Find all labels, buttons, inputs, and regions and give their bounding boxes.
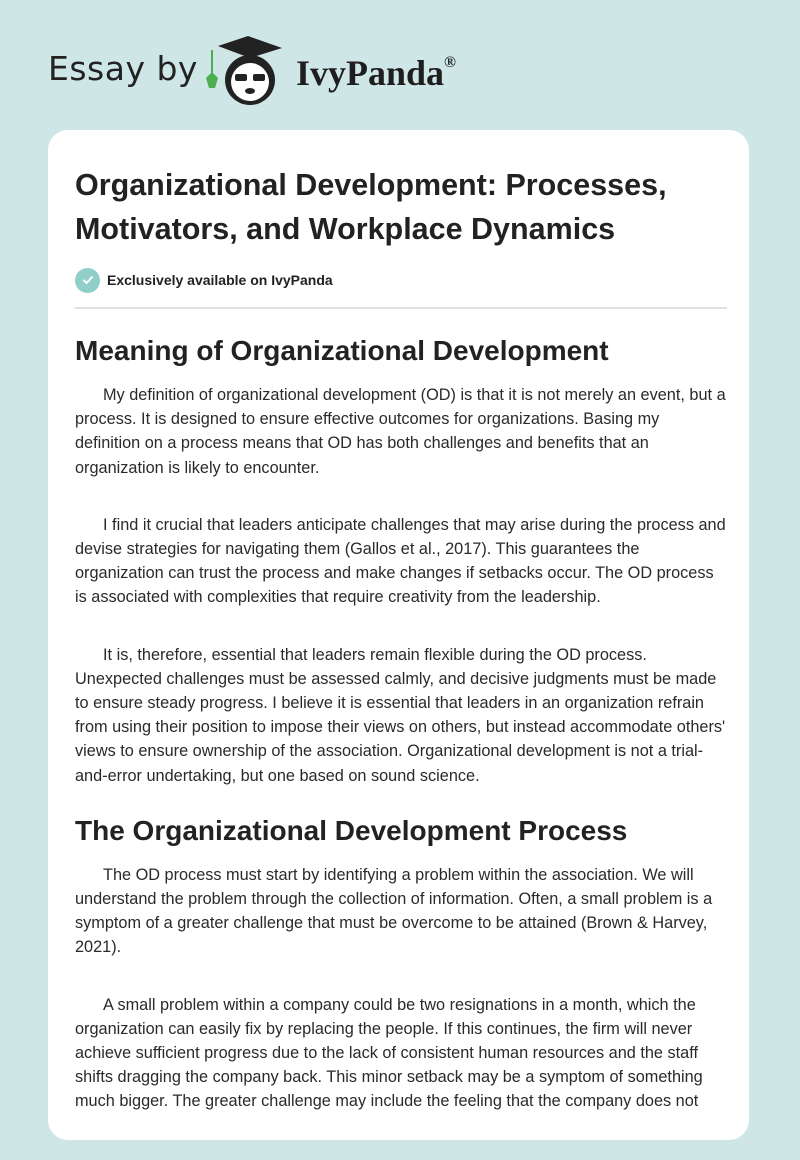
site-header <box>0 0 800 120</box>
essay-card <box>48 130 749 1140</box>
brand-name[interactable] <box>296 52 456 94</box>
section-heading: Meaning of Organizational Development <box>75 335 609 366</box>
paragraph: It is, therefore, essential that leaders remain flexible during the OD process. Unexpected challenges must be assessed calmly, and decisive judgments must be made to ensure steady progress. I believe it is essential that leaders in an organization refrain from using their position to impose their views on others, but instead accommodate others' views to ensure ownership of the association. Organizational development is not a trial-and-error undertaking, but one based on sound science. <box>75 645 726 785</box>
divider <box>75 307 727 309</box>
essay-by-label: Essay by <box>48 49 198 88</box>
paragraph: I find it crucial that leaders anticipate challenges that may arise during the process and devise strategies for navigating them (Gallos et al., 2017). This guarantees the organization can trust the process and make changes if setbacks occur. The OD process is associated with complexities that require creativity from the leadership. <box>75 515 726 607</box>
paragraph: A small problem within a company could be two resignations in a month, which the organization can easily fix by replacing the people. If this continues, the firm will never achieve sufficient progress due to the lack of consistent human resources and the staff shifts dragging the company back. This minor setback may be a symptom of something much bigger. The greater challenge may include the feeling that the company does not <box>75 995 703 1111</box>
exclusive-badge <box>75 267 727 293</box>
page-title: Organizational Development: Processes, Motivators, and Workplace Dynamics <box>75 168 667 246</box>
paragraph: The OD process must start by identifying a problem within the association. We will understand the problem through the collection of information. Often, a small problem is a symptom of a greater challenge that must be overcome to be attained (Brown & Harvey, 2021). <box>75 865 713 957</box>
check-icon <box>75 268 100 293</box>
brand-text: IvyPanda <box>296 53 445 93</box>
section-heading: The Organizational Development Process <box>75 814 628 846</box>
paragraph: My definition of organizational development (OD) is that it is not merely an event, but a process. It is designed to ensure effective outcomes for organizations. Basing my definition on a process means that OD has both challenges and benefits that an organization is likely to encounter. <box>75 386 726 477</box>
article <box>75 163 727 1140</box>
badge-text: Exclusively available on IvyPanda <box>107 272 333 288</box>
registered-mark: ® <box>444 54 456 71</box>
ivypanda-logo-icon[interactable] <box>202 36 292 106</box>
